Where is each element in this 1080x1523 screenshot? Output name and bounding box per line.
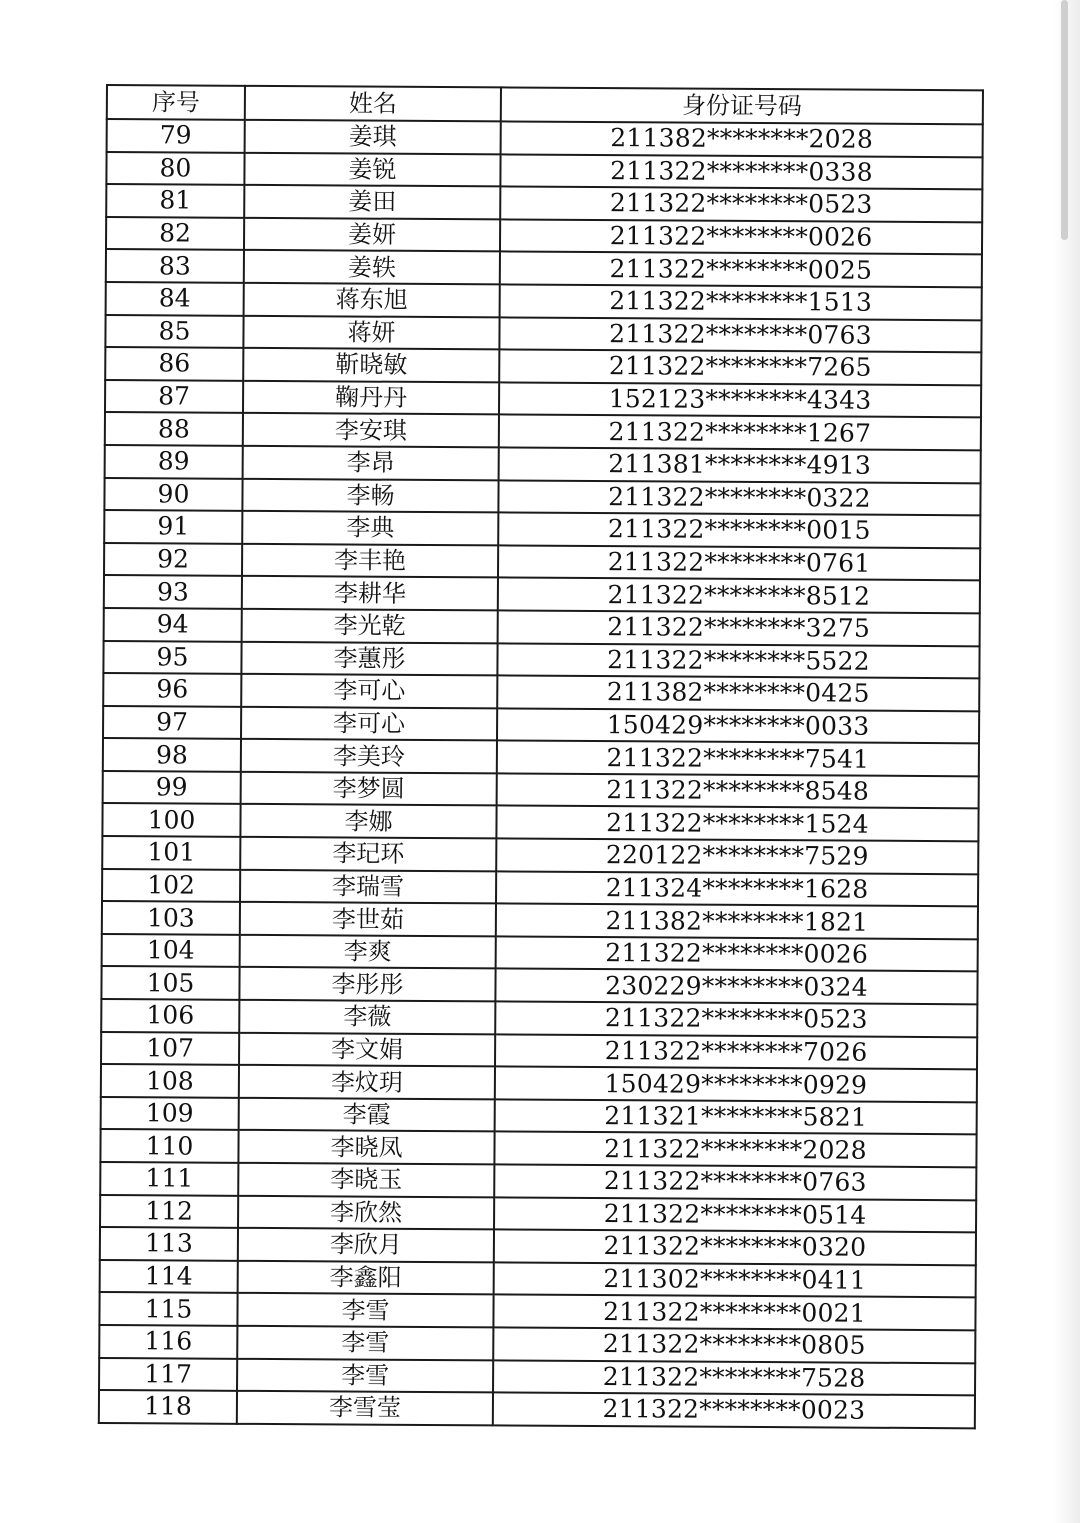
name-cell: 李晓凤 [238, 1130, 494, 1164]
name-cell: 李欣月 [238, 1228, 494, 1262]
id-number-cell: 211382********0425 [497, 675, 979, 711]
id-number-cell: 211322********0338 [500, 154, 982, 190]
table-row [102, 836, 978, 874]
name-cell: 李爽 [240, 935, 496, 969]
table-row [105, 380, 981, 418]
name-cell: 李蕙彤 [241, 641, 497, 675]
table-row [105, 347, 981, 385]
table-body [99, 119, 983, 1428]
serial-number-cell: 117 [99, 1358, 237, 1391]
table-row [106, 152, 982, 190]
name-cell: 李雪 [237, 1293, 493, 1327]
serial-number-cell: 86 [105, 347, 243, 380]
id-number-cell: 211322********7528 [493, 1360, 975, 1396]
serial-number-cell: 84 [106, 282, 244, 315]
table-row [107, 119, 983, 157]
id-number-cell: 211322********7541 [497, 741, 979, 777]
serial-number-cell: 85 [105, 315, 243, 348]
id-number-cell: 211322********0322 [498, 480, 980, 516]
name-cell: 李昂 [243, 446, 499, 480]
id-number-cell: 211322********0025 [500, 252, 982, 288]
serial-number-cell: 111 [100, 1162, 238, 1195]
table-header [107, 85, 983, 124]
id-number-cell: 220122********7529 [496, 838, 978, 874]
name-cell: 姜田 [244, 185, 500, 219]
serial-number-cell: 97 [103, 706, 241, 739]
table-row [106, 217, 982, 255]
table-row [104, 575, 980, 613]
serial-number-cell: 100 [102, 803, 240, 836]
serial-number-cell: 118 [99, 1390, 237, 1423]
name-cell: 李雪 [237, 1358, 493, 1392]
table-row [104, 543, 980, 581]
table-row [101, 1064, 977, 1102]
id-number-cell: 150429********0929 [495, 1067, 977, 1103]
serial-number-cell: 83 [106, 249, 244, 282]
serial-number-cell: 87 [105, 380, 243, 413]
serial-number-cell: 112 [100, 1195, 238, 1228]
table-row [103, 738, 979, 776]
name-cell: 姜轶 [244, 250, 500, 284]
name-cell: 李典 [242, 511, 498, 545]
name-cell: 鞠丹丹 [243, 381, 499, 415]
table-row [99, 1390, 975, 1428]
id-number-cell: 211322********1513 [500, 284, 982, 320]
serial-number-cell: 98 [103, 738, 241, 771]
table-row [104, 510, 980, 548]
id-number-cell: 211322********0523 [495, 1001, 977, 1037]
name-cell: 李彤彤 [239, 967, 495, 1001]
name-cell: 李雪莹 [237, 1391, 493, 1425]
name-cell: 李瑞雪 [240, 869, 496, 903]
scrollbar-thumb[interactable] [1061, 0, 1068, 240]
serial-number-cell: 91 [104, 510, 242, 543]
serial-number-cell: 95 [103, 640, 241, 673]
name-cell: 李欣然 [238, 1195, 494, 1229]
id-number-cell: 230229********0324 [495, 969, 977, 1005]
serial-number-cell: 102 [102, 869, 240, 902]
document-sheet [98, 84, 982, 1429]
table-row [103, 640, 979, 678]
name-cell: 李晓玉 [238, 1163, 494, 1197]
serial-number-cell: 114 [100, 1260, 238, 1293]
id-number-cell: 211322********8512 [498, 578, 980, 614]
serial-number-cell: 79 [107, 119, 245, 152]
serial-number-cell: 101 [102, 836, 240, 869]
serial-number-cell: 96 [103, 673, 241, 706]
id-number-cell: 211322********7026 [495, 1034, 977, 1070]
table-row [105, 445, 981, 483]
name-cell: 李薇 [239, 1000, 495, 1034]
table-row [99, 1325, 975, 1363]
name-cell: 李安琪 [243, 413, 499, 447]
serial-number-cell: 88 [105, 412, 243, 445]
name-cell: 靳晓敏 [243, 348, 499, 382]
serial-number-cell: 80 [106, 152, 244, 185]
table-row [101, 1097, 977, 1135]
id-number-cell: 211322********0805 [493, 1327, 975, 1363]
id-number-cell: 211322********0021 [493, 1295, 975, 1331]
table-row [99, 1358, 975, 1396]
serial-number-cell: 113 [100, 1227, 238, 1260]
table-row [106, 184, 982, 222]
name-cell: 李光乾 [242, 609, 498, 643]
serial-number-cell: 107 [101, 1032, 239, 1065]
name-cell: 李可心 [241, 707, 497, 741]
name-cell: 李耕华 [242, 576, 498, 610]
id-number-cell: 211322********0320 [494, 1230, 976, 1266]
name-cell: 蒋妍 [243, 315, 499, 349]
table-row [102, 869, 978, 907]
id-number-cell: 211322********0026 [500, 219, 982, 255]
id-number-cell: 211302********0411 [494, 1262, 976, 1298]
name-cell: 李炆玥 [239, 1065, 495, 1099]
name-cell: 李梦圆 [241, 772, 497, 806]
serial-number-cell: 92 [104, 543, 242, 576]
header-row [107, 85, 983, 124]
table-row [103, 673, 979, 711]
id-number-cell: 211322********7265 [499, 350, 981, 386]
table-row [104, 478, 980, 516]
serial-number-cell: 81 [106, 184, 244, 217]
table-row [106, 282, 982, 320]
serial-number-cell: 110 [100, 1129, 238, 1162]
serial-number-cell: 108 [101, 1064, 239, 1097]
header-name: 姓名 [245, 86, 501, 122]
serial-number-cell: 99 [103, 771, 241, 804]
name-cell: 李文娟 [239, 1032, 495, 1066]
serial-number-cell: 103 [102, 901, 240, 934]
id-number-cell: 211322********3275 [498, 610, 980, 646]
name-cell: 姜妍 [244, 218, 500, 252]
serial-number-cell: 89 [105, 445, 243, 478]
table-row [101, 1032, 977, 1070]
table-row [105, 315, 981, 353]
table-row [100, 1162, 976, 1200]
table-row [100, 1227, 976, 1265]
serial-number-cell: 105 [101, 966, 239, 999]
name-cell: 李雪 [237, 1326, 493, 1360]
table-row [103, 771, 979, 809]
name-cell: 李美玲 [241, 739, 497, 773]
table-row [100, 1260, 976, 1298]
table-row [100, 1129, 976, 1167]
table-row [102, 803, 978, 841]
id-number-cell: 211321********5821 [495, 1099, 977, 1135]
header-id: 身份证号码 [501, 87, 983, 124]
serial-number-cell: 106 [101, 999, 239, 1032]
id-number-cell: 211322********1524 [496, 806, 978, 842]
id-number-cell: 211322********1267 [499, 415, 981, 451]
name-cell: 姜锐 [244, 152, 500, 186]
serial-number-cell: 104 [102, 934, 240, 967]
table-row [99, 1292, 975, 1330]
serial-number-cell: 82 [106, 217, 244, 250]
id-number-cell: 211322********8548 [497, 773, 979, 809]
name-cell: 李娜 [240, 804, 496, 838]
table-row [104, 608, 980, 646]
id-number-cell: 211322********5522 [497, 643, 979, 679]
name-cell: 李霞 [239, 1098, 495, 1132]
id-number-cell: 211382********2028 [501, 121, 983, 157]
id-number-cell: 150429********0033 [497, 708, 979, 744]
table-row [102, 901, 978, 939]
name-cell: 李畅 [242, 478, 498, 512]
serial-number-cell: 109 [101, 1097, 239, 1130]
serial-number-cell: 94 [104, 608, 242, 641]
id-number-cell: 211382********1821 [496, 904, 978, 940]
name-cell: 李可心 [241, 674, 497, 708]
table-row [101, 999, 977, 1037]
id-number-cell: 211322********0015 [498, 513, 980, 549]
name-cell: 姜琪 [245, 120, 501, 154]
id-number-cell: 211322********0761 [498, 545, 980, 581]
id-number-cell: 211322********0023 [493, 1393, 975, 1429]
id-number-cell: 211381********4913 [499, 447, 981, 483]
serial-number-cell: 90 [104, 478, 242, 511]
roster-table [98, 84, 984, 1429]
serial-number-cell: 93 [104, 575, 242, 608]
id-number-cell: 211322********0763 [499, 317, 981, 353]
name-cell: 蒋东旭 [244, 283, 500, 317]
id-number-cell: 211322********0523 [500, 187, 982, 223]
name-cell: 李世茹 [240, 902, 496, 936]
table-row [100, 1195, 976, 1233]
id-number-cell: 211322********0763 [494, 1164, 976, 1200]
serial-number-cell: 115 [99, 1292, 237, 1325]
table-row [102, 934, 978, 972]
id-number-cell: 211324********1628 [496, 871, 978, 907]
header-no: 序号 [107, 85, 245, 120]
id-number-cell: 211322********0026 [496, 936, 978, 972]
table-row [106, 249, 982, 287]
table-row [105, 412, 981, 450]
name-cell: 李鑫阳 [238, 1261, 494, 1295]
id-number-cell: 152123********4343 [499, 382, 981, 418]
id-number-cell: 211322********2028 [494, 1132, 976, 1168]
name-cell: 李丰艳 [242, 544, 498, 578]
table-row [101, 966, 977, 1004]
table-row [103, 706, 979, 744]
id-number-cell: 211322********0514 [494, 1197, 976, 1233]
name-cell: 李玘环 [240, 837, 496, 871]
serial-number-cell: 116 [99, 1325, 237, 1358]
